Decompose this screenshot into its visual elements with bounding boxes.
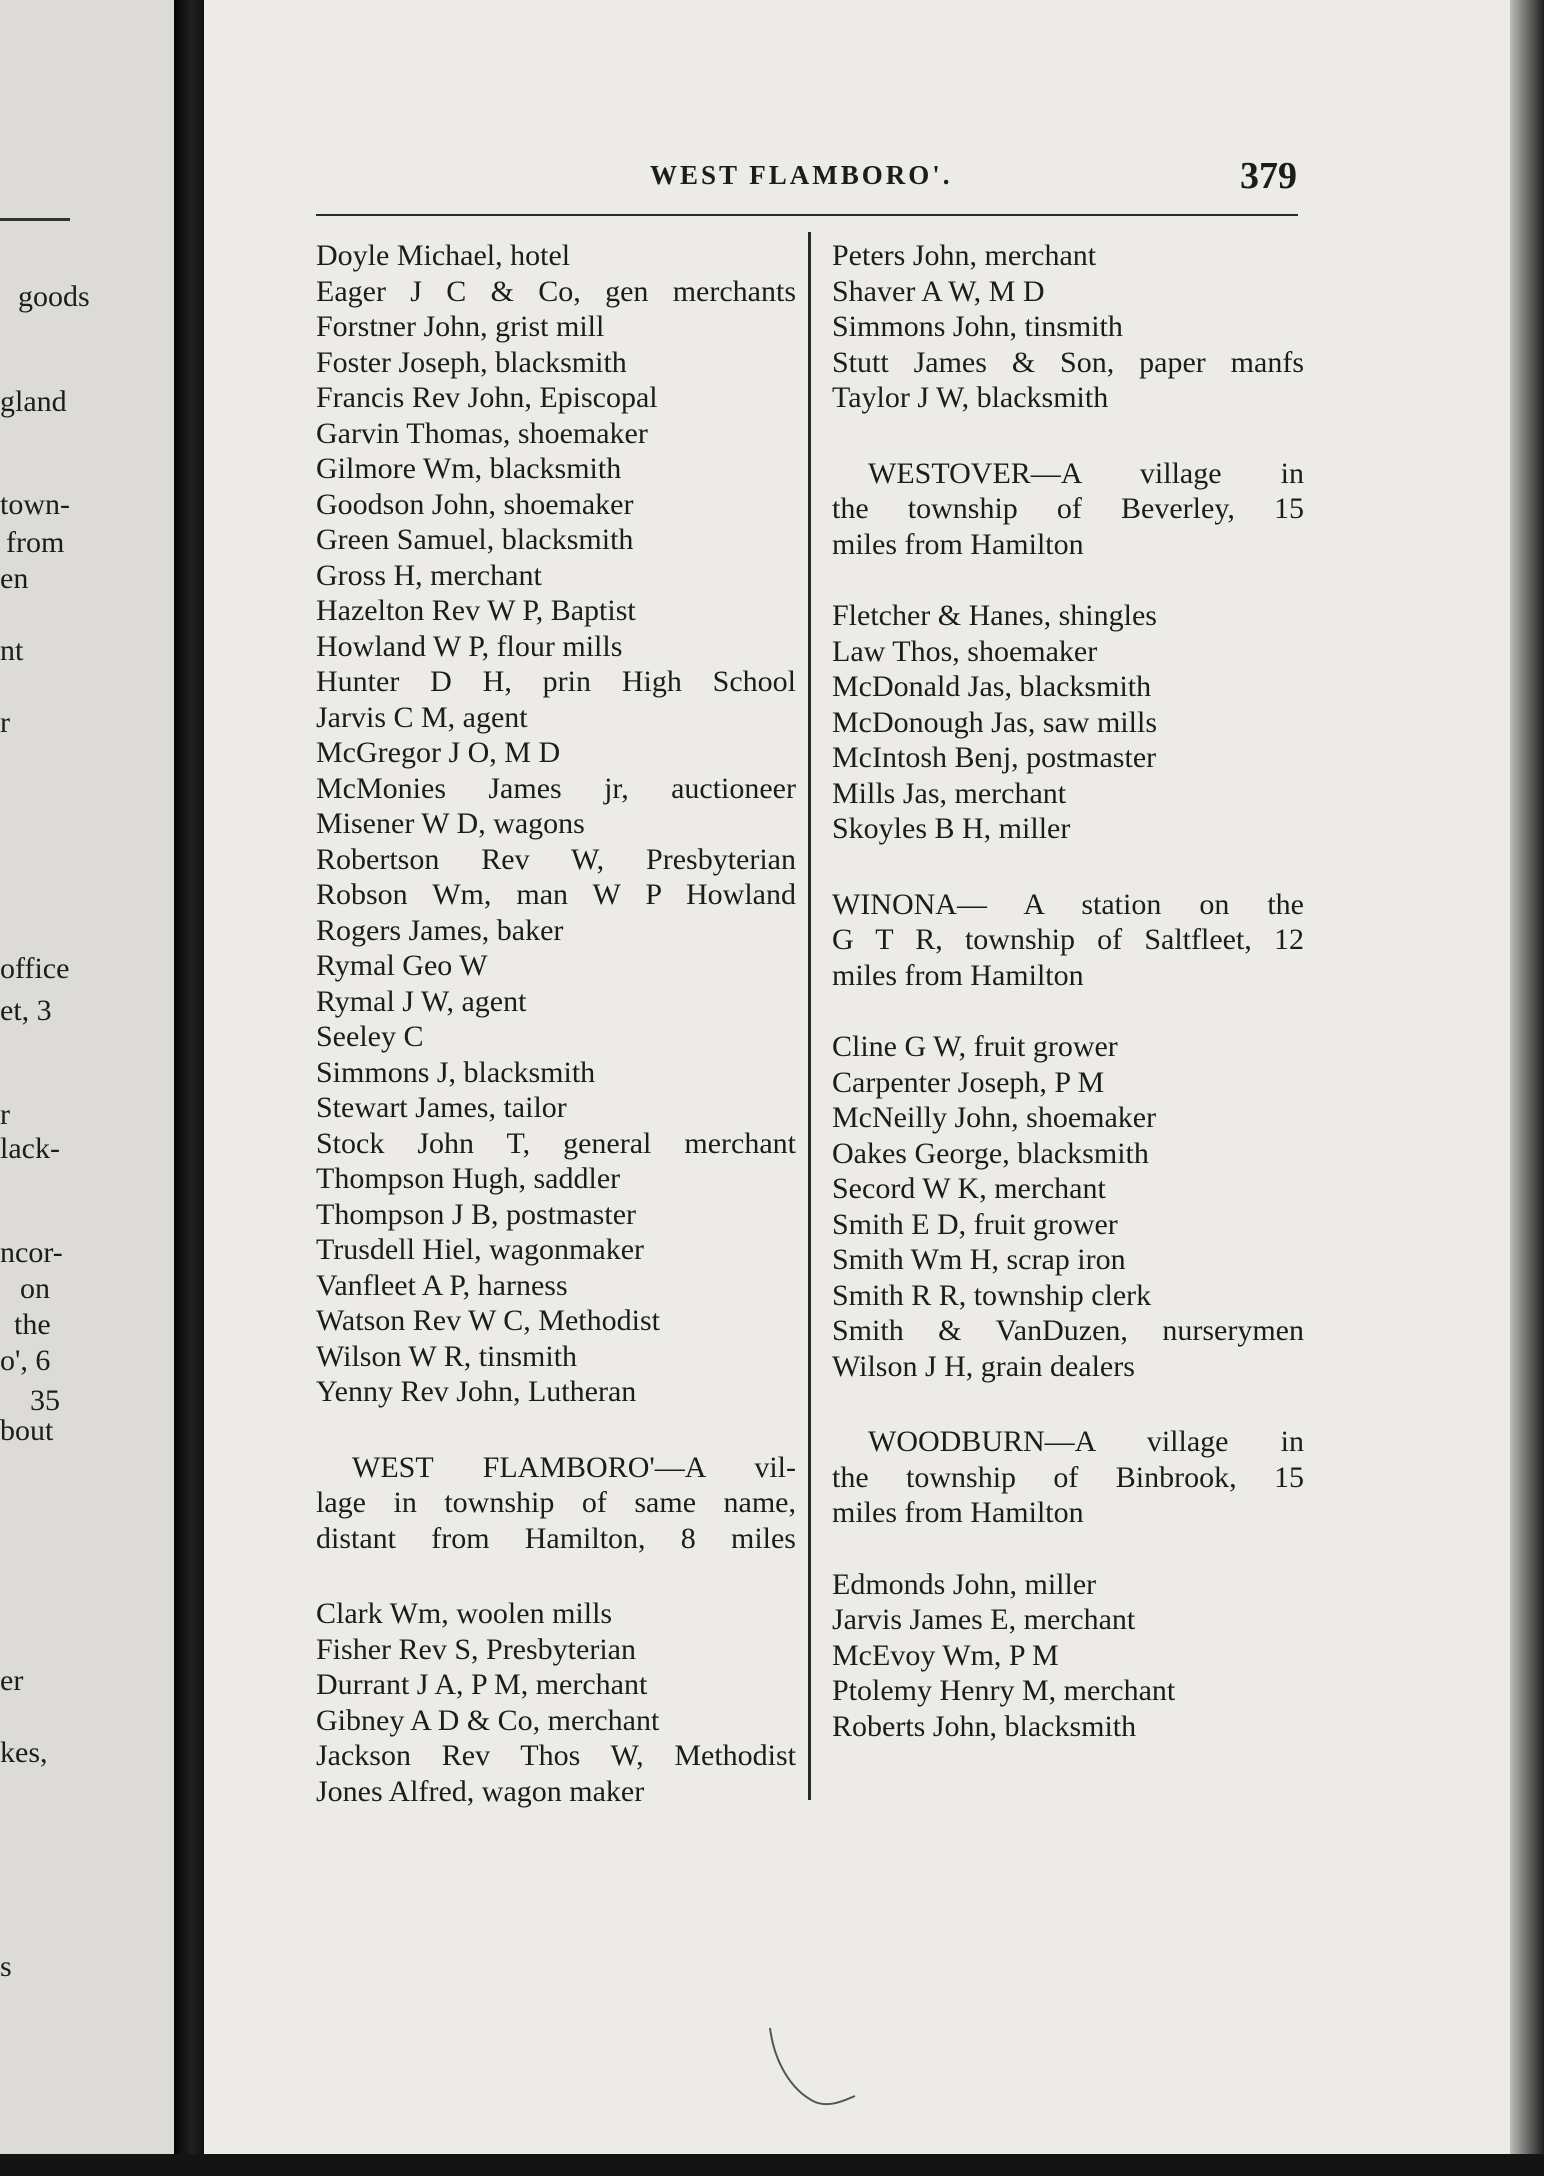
directory-entry: Vanfleet A P, harness	[316, 1268, 568, 1302]
directory-entry: Cline G W, fruit grower	[832, 1030, 1118, 1063]
directory-entry: Simmons J, blacksmith	[316, 1055, 596, 1089]
directory-entry: Hunter D H, prin High School	[316, 665, 796, 698]
section-heading-line: WOODBURN—A village in	[868, 1425, 1304, 1458]
directory-entry: McDonough Jas, saw mills	[832, 705, 1157, 739]
section-description-line: the township of Beverley, 15	[832, 492, 1304, 525]
directory-list	[832, 238, 1304, 416]
section-description-winona	[832, 887, 1304, 994]
directory-list	[832, 1567, 1304, 1745]
section-heading-line: WINONA— A station on the	[832, 887, 1304, 921]
directory-entry: Smith & VanDuzen, nurserymen	[832, 1314, 1304, 1347]
facing-page-text: the	[14, 1308, 51, 1341]
directory-entry: Thompson Hugh, saddler	[316, 1162, 621, 1195]
facing-page-text: ncor-	[0, 1236, 63, 1269]
directory-entry: Oakes George, blacksmith	[832, 1136, 1149, 1170]
directory-entry: Wilson J H, grain dealers	[832, 1349, 1135, 1383]
directory-entry: Gilmore Wm, blacksmith	[316, 452, 622, 485]
directory-entry: Smith Wm H, scrap iron	[832, 1243, 1126, 1276]
directory-entry: Fisher Rev S, Presbyterian	[316, 1632, 636, 1666]
directory-entry: Smith E D, fruit grower	[832, 1207, 1118, 1241]
directory-entry: Peters John, merchant	[832, 239, 1097, 272]
facing-page-text: en	[0, 562, 29, 595]
header-rule	[316, 214, 1298, 216]
directory-entry: Simmons John, tinsmith	[832, 310, 1123, 343]
directory-entry: McIntosh Benj, postmaster	[832, 741, 1157, 774]
section-description-line: miles from Hamilton	[832, 527, 1084, 561]
running-head: WEST FLAMBORO'.	[650, 160, 953, 190]
directory-entry: Jackson Rev Thos W, Methodist	[316, 1739, 796, 1772]
facing-page-text: town-	[0, 488, 70, 521]
facing-page-text: nt	[0, 634, 24, 667]
section-heading-line: WEST FLAMBORO'—A vil-	[352, 1450, 796, 1484]
directory-entry: Seeley C	[316, 1020, 424, 1053]
directory-entry: McNeilly John, shoemaker	[832, 1101, 1157, 1134]
facing-page-rule	[0, 218, 70, 221]
directory-entry: Foster Joseph, blacksmith	[316, 345, 627, 379]
directory-entry: Secord W K, merchant	[832, 1172, 1106, 1205]
pencil-mark	[760, 2020, 880, 2120]
section-description-west-flamboro	[316, 1450, 796, 1557]
facing-page-text: lack-	[0, 1132, 60, 1165]
facing-page-text: bout	[0, 1414, 54, 1447]
section-description-line: miles from Hamilton	[832, 1496, 1084, 1529]
directory-entry: Ptolemy Henry M, merchant	[832, 1674, 1176, 1707]
directory-list	[832, 1029, 1304, 1384]
facing-page-text: o', 6	[0, 1344, 51, 1377]
directory-entry: Yenny Rev John, Lutheran	[316, 1375, 637, 1408]
book-gutter	[174, 0, 204, 2176]
directory-entry: Jones Alfred, wagon maker	[316, 1774, 645, 1808]
directory-entry: Garvin Thomas, shoemaker	[316, 416, 648, 450]
directory-entry: Watson Rev W C, Methodist	[316, 1304, 660, 1337]
directory-entry: Misener W D, wagons	[316, 807, 585, 840]
section-description-line: miles from Hamilton	[832, 958, 1084, 992]
directory-entry: Stutt James & Son, paper manfs	[832, 345, 1304, 379]
directory-entry: Rogers James, baker	[316, 913, 564, 947]
directory-list	[316, 1596, 796, 1809]
page-edge-shadow	[1510, 0, 1544, 2176]
directory-entry: Law Thos, shoemaker	[832, 634, 1098, 668]
directory-entry: Stewart James, tailor	[316, 1091, 567, 1124]
directory-entry: Doyle Michael, hotel	[316, 239, 571, 272]
section-description-line: the township of Binbrook, 15	[832, 1460, 1304, 1494]
facing-page-fragment	[0, 0, 178, 2176]
section-heading-line: WESTOVER—A village in	[868, 456, 1304, 490]
facing-page-text: r	[0, 1098, 10, 1131]
column-divider	[808, 232, 811, 1800]
directory-entry: Rymal Geo W	[316, 949, 488, 982]
directory-entry: Francis Rev John, Episcopal	[316, 381, 658, 414]
directory-entry: Goodson John, shoemaker	[316, 487, 634, 521]
facing-page-text: on	[20, 1272, 50, 1305]
directory-entry: McGregor J O, M D	[316, 736, 561, 769]
page-number: 379	[1240, 155, 1297, 197]
directory-entry: Edmonds John, miller	[832, 1567, 1097, 1601]
directory-entry: Carpenter Joseph, P M	[832, 1065, 1105, 1099]
section-description-woodburn	[832, 1424, 1304, 1531]
directory-entry: Durrant J A, P M, merchant	[316, 1668, 648, 1701]
facing-page-text: from	[6, 526, 65, 559]
directory-entry: Trusdell Hiel, wagonmaker	[316, 1233, 645, 1266]
directory-entry: Skoyles B H, miller	[832, 812, 1071, 845]
directory-entry: Stock John T, general merchant	[316, 1126, 796, 1160]
directory-entry: Rymal J W, agent	[316, 984, 527, 1018]
section-description-westover	[832, 456, 1304, 563]
directory-entry: Smith R R, township clerk	[832, 1278, 1152, 1312]
directory-entry: Forstner John, grist mill	[316, 310, 605, 343]
directory-entry: Clark Wm, woolen mills	[316, 1597, 613, 1630]
directory-entry: Jarvis James E, merchant	[832, 1603, 1136, 1636]
directory-entry: Mills Jas, merchant	[832, 776, 1067, 810]
left-column	[316, 238, 796, 1809]
facing-page-text: office	[0, 952, 70, 985]
directory-entry: McDonald Jas, blacksmith	[832, 670, 1152, 703]
facing-page-text: kes,	[0, 1736, 48, 1769]
directory-entry: Roberts John, blacksmith	[832, 1709, 1137, 1743]
directory-entry: Jarvis C M, agent	[316, 700, 528, 734]
facing-page-text: 35	[30, 1384, 60, 1417]
directory-entry: McMonies James jr, auctioneer	[316, 771, 796, 805]
directory-entry: Gross H, merchant	[316, 558, 542, 592]
directory-list	[316, 238, 796, 1410]
directory-entry: Eager J C & Co, gen merchants	[316, 274, 796, 308]
facing-page-text: s	[0, 1950, 12, 1983]
scan-bottom-border	[0, 2154, 1544, 2176]
directory-entry: Wilson W R, tinsmith	[316, 1339, 578, 1373]
directory-entry: Hazelton Rev W P, Baptist	[316, 594, 636, 627]
facing-page-text: r	[0, 706, 10, 739]
directory-entry: Shaver A W, M D	[832, 274, 1045, 308]
directory-entry: Green Samuel, blacksmith	[316, 523, 634, 556]
facing-page-text: er	[0, 1664, 24, 1697]
directory-entry: Howland W P, flour mills	[316, 629, 623, 663]
directory-entry: Gibney A D & Co, merchant	[316, 1703, 660, 1737]
directory-entry: Fletcher & Hanes, shingles	[832, 599, 1157, 632]
directory-entry: McEvoy Wm, P M	[832, 1638, 1059, 1672]
facing-page-text: goods	[18, 280, 90, 313]
section-description-line: lage in township of same name,	[316, 1486, 796, 1519]
directory-entry: Robson Wm, man W P Howland	[316, 878, 796, 911]
right-column	[832, 238, 1304, 1744]
directory-entry: Taylor J W, blacksmith	[832, 381, 1109, 414]
facing-page-text: et, 3	[0, 994, 52, 1027]
directory-entry: Thompson J B, postmaster	[316, 1197, 636, 1231]
directory-list	[832, 598, 1304, 847]
facing-page-text: gland	[0, 385, 67, 418]
directory-entry: Robertson Rev W, Presbyterian	[316, 842, 796, 876]
section-description-line: distant from Hamilton, 8 miles	[316, 1521, 796, 1555]
section-description-line: G T R, township of Saltfleet, 12	[832, 923, 1304, 956]
